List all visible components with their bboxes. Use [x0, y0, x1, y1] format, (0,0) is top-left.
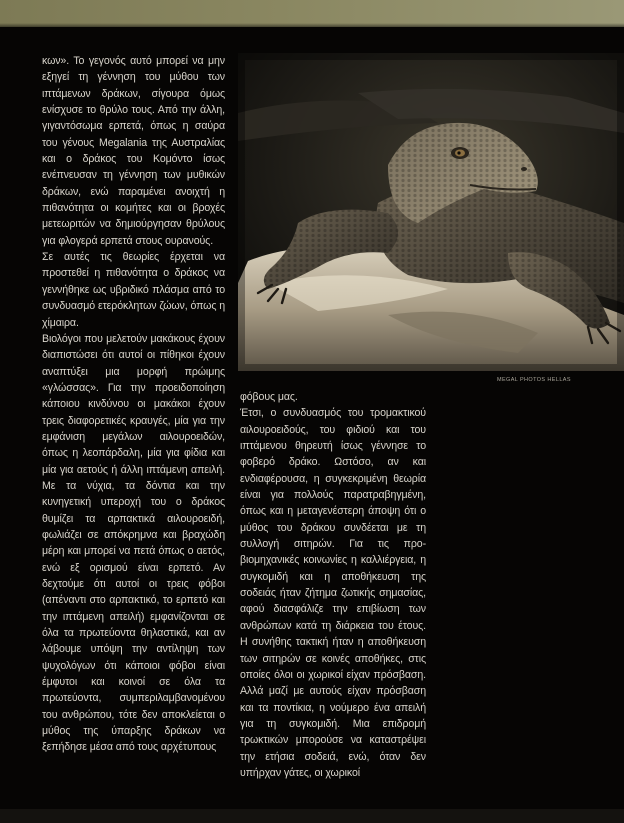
page-bottom-band	[0, 809, 624, 823]
left-paragraph-2: Σε αυτές τις θεωρίες έρχεται να προστεθεί η πιθανότητα ο δράκος να γεννήθηκε ως υβριδικό πλάσμα από το συνδυασμό ετερόκλητων ζώων, όπως η χίμαιρα.	[42, 251, 225, 329]
right-paragraph-1: φόβους μας.	[240, 391, 298, 403]
komodo-dragon-photo	[238, 53, 624, 371]
photo-credit: MEGAL PHOTOS HELLAS	[497, 377, 571, 383]
article-left-column	[42, 53, 225, 756]
komodo-dragon-illustration	[238, 53, 624, 371]
page-top-band	[0, 0, 624, 27]
left-paragraph-1: κων». Το γεγονός αυτό μπορεί να μην εξηγεί τη γέννηση του μύθου των ιπτάμενων δράκων, σίγουρα όμως ενίσχυσε το θρύλο τους. Από την άλλη, γιγαντόσωμα ερπετά, όπως η σαύρα του γένους Megalania της Αυστραλίας και ο δράκος του Κομόντο ίσως ενέπνευσαν τη γέννηση των μυθικών δράκων, ενώ παραμένει ανοιχτή η πιθανότητα οι κομήτες και οι βροχές μετεωριτών να δημιούργησαν θρύλους για φλογερά ερπετά στους ουρανούς.	[42, 55, 225, 247]
article-right-column	[240, 389, 426, 781]
left-paragraph-3: Βιολόγοι που μελετούν μακάκους έχουν διαπιστώσει ότι αυτοί οι πίθηκοι έχουν αναπτύξει μια μορφή πρώιμης «γλώσσας». Για την προειδοποίηση κάποιου κινδύνου οι μακάκοι έχουν τρεις διαφορετικές κραυγές, μία για την εμφάνιση μεγάλων αιλουροειδών, όπως η λεοπάρδαλη, μία για φίδια και μία για αετούς ή άλλη ιπτάμενη απειλή. Με τα νύχια, τα δόντια και την κυνηγετική υπεροχή του ο δράκος θυμίζει τα αρπακτικά αιλουροειδή, φωλιάζει σε απόκρημνα και βραχώδη μέρη και μπορεί να πετά όπως ο αετός, ενώ εξ ορισμού είναι ερπετό. Αν δεχτούμε ότι αυτοί οι τρεις φόβοι (απέναντι στο αρπακτικό, το ερπετό και την ιπτάμενη απειλή) εμφανίζονται σε όλα τα πρωτεύοντα θηλαστικά, και αν λάβουμε υπόψη την αντίληψη των ψυχολόγων ότι κάποιοι φόβοι είναι έμφυτοι και κοινοί σε όλα τα πρωτεύοντα, συμπεριλαμβανομένου του ανθρώπου, τότε δεν αποκλείεται ο μύθος της ύπαρξης δράκων να ξεπήδησε μέσα από τους αρχέτυπους	[42, 332, 225, 754]
right-paragraph-2: Έτσι, ο συνδυασμός του τρομακτικού αιλουροειδούς, του φιδιού και του ιπτάμενου θηρευτή ίσως γέννησε το φοβερό δράκο. Ωστόσο, αν και ενδιαφέρουσα, η συγκεκριμένη θεωρία είναι για πολλούς παρατραβηγμένη, όπως και η μεταγενέστερη άποψη ότι ο μύθος του δράκου συνδέεται με τη συλλογή σιτηρών. Για τις προ-βιομηχανικές κοινωνίες η καλλιέργεια, η συγκομιδή και η αποθήκευση της σοδειάς ήταν ζήτημα ζωτικής σημασίας, αφού διασφάλιζε την επιβίωση των ανθρώπων κατά τη διάρκεια του έτους. Η συνήθης τακτική ήταν η αποθήκευση των σιτηρών σε κοινές αποθήκες, στις οποίες όλοι οι χωρικοί είχαν πρόσβαση. Αλλά μαζί με αυτούς είχαν πρόσβαση και τα ποντίκια, η νούμερο ένα απειλή για τη συγκομιδή. Μια επιδρομή τρωκτικών μπορούσε να καταστρέψει την ετήσια σοδειά, ενώ, όταν δεν υπήρχαν γάτες, οι χωρικοί	[240, 407, 426, 779]
